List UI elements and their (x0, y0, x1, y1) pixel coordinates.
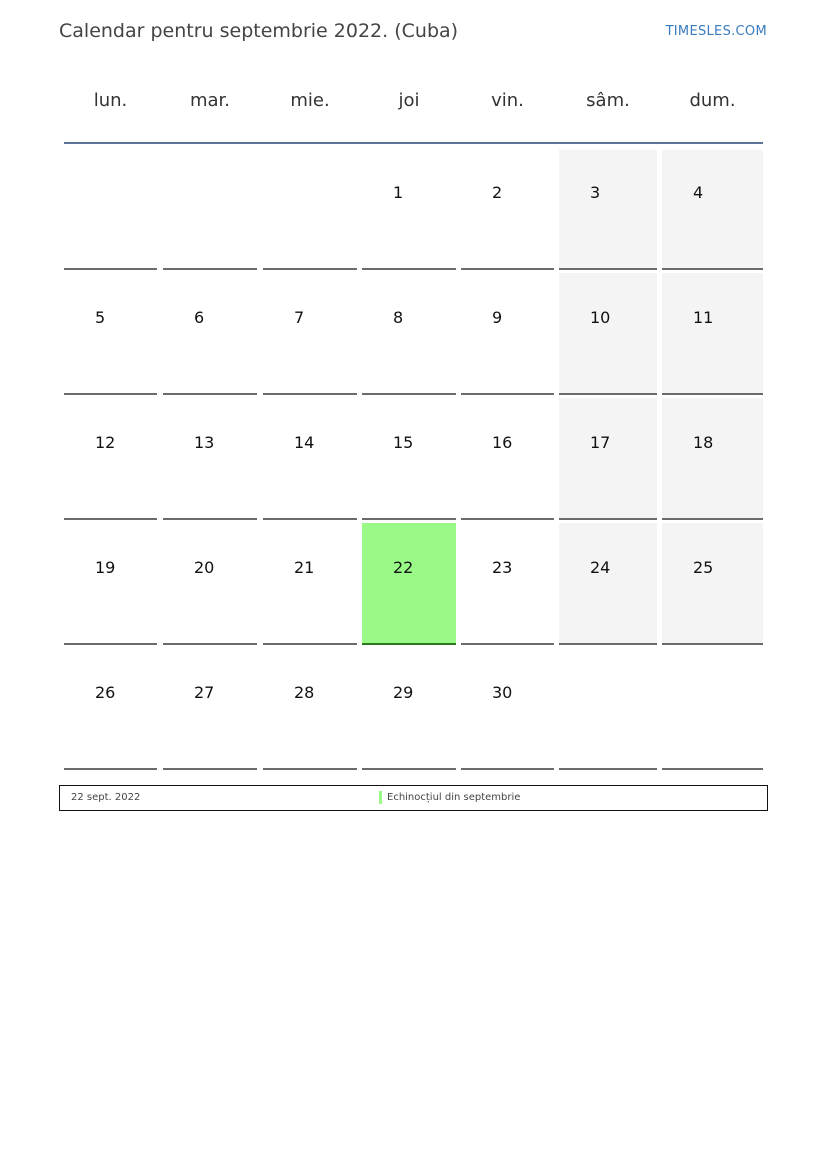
day-number: 19 (95, 558, 116, 577)
day-number: 29 (393, 683, 414, 702)
day-cell-weekend (559, 273, 657, 395)
weekday-label: joi (398, 90, 420, 111)
day-cell (64, 398, 157, 520)
weekday-label: dum. (689, 90, 736, 111)
day-number: 10 (590, 308, 611, 327)
day-cell (362, 273, 456, 395)
legend-date: 22 sept. 2022 (71, 792, 141, 803)
day-number: 16 (492, 433, 513, 452)
day-cell (461, 398, 554, 520)
day-cell (64, 273, 157, 395)
day-cell (461, 150, 554, 270)
day-cell-weekend (559, 398, 657, 520)
day-cell (263, 648, 357, 770)
day-cell-weekend (662, 150, 763, 270)
day-number: 25 (693, 558, 714, 577)
weekday-label: vin. (491, 90, 524, 111)
day-number: 12 (95, 433, 116, 452)
day-cell (263, 398, 357, 520)
day-cell-weekend (662, 273, 763, 395)
day-cell-empty (263, 150, 357, 270)
day-cell-weekend (662, 398, 763, 520)
day-cell (64, 523, 157, 645)
day-cell (64, 648, 157, 770)
day-number: 28 (294, 683, 315, 702)
weekday-label: sâm. (586, 90, 630, 111)
brand-link[interactable]: TIMESLES.COM (665, 24, 767, 39)
day-cell-weekend (559, 523, 657, 645)
day-number: 2 (492, 183, 503, 202)
day-number: 11 (693, 308, 714, 327)
day-number: 20 (194, 558, 215, 577)
day-number: 27 (194, 683, 215, 702)
day-number: 26 (95, 683, 116, 702)
day-number: 21 (294, 558, 315, 577)
day-number: 8 (393, 308, 404, 327)
day-cell (163, 398, 257, 520)
legend-color-marker (379, 791, 382, 804)
day-number: 24 (590, 558, 611, 577)
day-number: 6 (194, 308, 205, 327)
day-number: 22 (393, 558, 414, 577)
day-cell (461, 523, 554, 645)
day-cell-empty (163, 150, 257, 270)
weekday-label: lun. (93, 90, 128, 111)
day-cell (263, 273, 357, 395)
day-cell (362, 398, 456, 520)
day-cell (362, 648, 456, 770)
day-cell (263, 523, 357, 645)
day-number: 1 (393, 183, 404, 202)
day-cell-empty (662, 648, 763, 770)
day-cell-weekend (662, 523, 763, 645)
day-number: 7 (294, 308, 305, 327)
weekday-label: mar. (189, 90, 231, 111)
day-cell (163, 648, 257, 770)
day-cell-weekend (559, 150, 657, 270)
day-cell (163, 273, 257, 395)
day-number: 18 (693, 433, 714, 452)
legend-holiday-name: Echinocțiul din septembrie (387, 792, 521, 803)
day-number: 23 (492, 558, 513, 577)
day-cell (461, 273, 554, 395)
day-cell (461, 648, 554, 770)
day-number: 3 (590, 183, 601, 202)
day-number: 9 (492, 308, 503, 327)
day-cell-empty (559, 648, 657, 770)
day-number: 4 (693, 183, 704, 202)
day-number: 15 (393, 433, 414, 452)
page-title: Calendar pentru septembrie 2022. (Cuba) (59, 20, 459, 42)
day-number: 5 (95, 308, 106, 327)
day-number: 14 (294, 433, 315, 452)
day-cell (163, 523, 257, 645)
weekday-label: mie. (290, 90, 330, 111)
day-number: 17 (590, 433, 611, 452)
day-number: 13 (194, 433, 215, 452)
day-cell-holiday (362, 523, 456, 645)
holiday-legend (59, 785, 768, 811)
day-cell-empty (64, 150, 157, 270)
day-number: 30 (492, 683, 513, 702)
day-cell (362, 150, 456, 270)
